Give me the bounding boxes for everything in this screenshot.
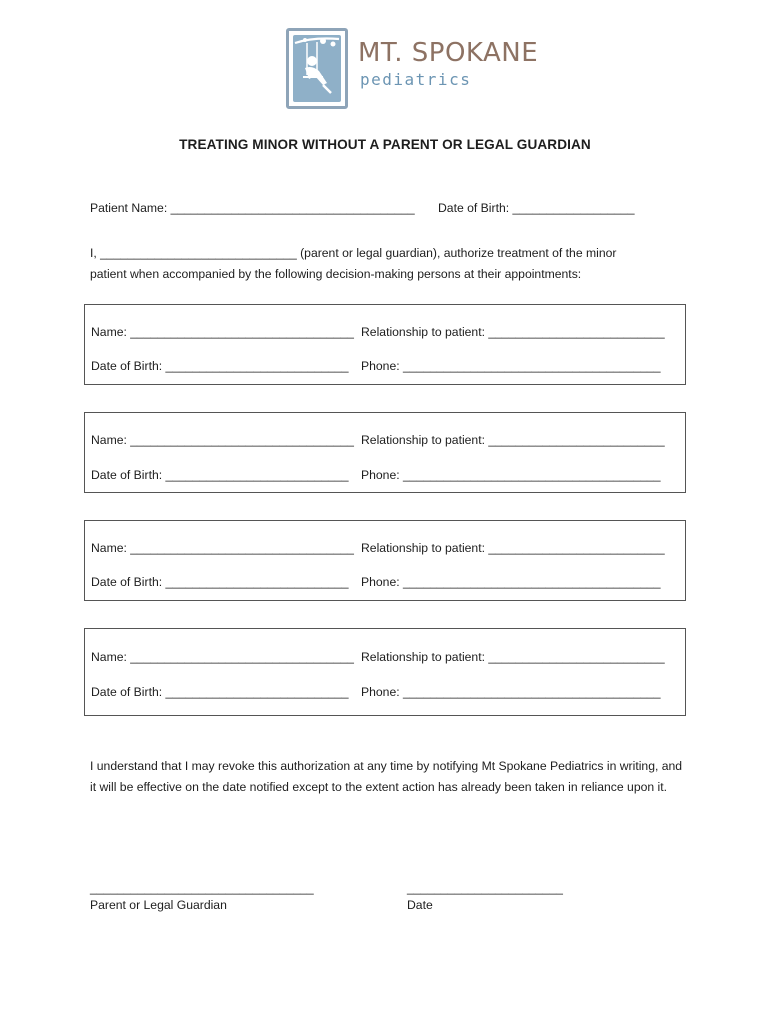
swing-child-icon <box>293 35 343 104</box>
date-signature-line[interactable]: _______________________ <box>407 881 563 895</box>
logo-name: MT. SPOKANE <box>358 38 539 68</box>
authorization-line-2: patient when accompanied by the following decision-making persons at their appointments: <box>90 267 582 281</box>
patient-dob-field[interactable]: Date of Birth: __________________ <box>438 201 635 215</box>
decision-maker-box-3 <box>84 520 686 601</box>
patient-name-field[interactable]: Patient Name: ____________________________________ <box>90 201 415 215</box>
date-signature-label: Date <box>407 898 433 912</box>
guardian-signature-line[interactable]: _________________________________ <box>90 881 314 895</box>
person-name-field[interactable]: Name: _________________________________ <box>91 433 354 447</box>
logo-emblem <box>286 28 348 109</box>
person-dob-field[interactable]: Date of Birth: ___________________________ <box>91 359 349 373</box>
person-dob-field[interactable]: Date of Birth: ___________________________ <box>91 575 349 589</box>
person-phone-field[interactable]: Phone: ______________________________________ <box>361 468 661 482</box>
person-name-field[interactable]: Name: _________________________________ <box>91 325 354 339</box>
person-phone-field[interactable]: Phone: ______________________________________ <box>361 575 661 589</box>
decision-maker-box-2 <box>84 412 686 493</box>
authorization-line-1[interactable]: I, _____________________________ (parent or legal guardian), authorize treatment of the minor <box>90 246 617 260</box>
person-dob-field[interactable]: Date of Birth: ___________________________ <box>91 468 349 482</box>
form-title: TREATING MINOR WITHOUT A PARENT OR LEGAL GUARDIAN <box>179 137 591 152</box>
person-dob-field[interactable]: Date of Birth: ___________________________ <box>91 685 349 699</box>
person-phone-field[interactable]: Phone: ______________________________________ <box>361 685 661 699</box>
person-relationship-field[interactable]: Relationship to patient: __________________________ <box>361 650 665 664</box>
logo-subtitle: pediatrics <box>360 70 472 89</box>
guardian-signature-label: Parent or Legal Guardian <box>90 898 227 912</box>
decision-maker-box-4 <box>84 628 686 716</box>
person-name-field[interactable]: Name: _________________________________ <box>91 541 354 555</box>
person-phone-field[interactable]: Phone: ______________________________________ <box>361 359 661 373</box>
person-name-field[interactable]: Name: _________________________________ <box>91 650 354 664</box>
person-relationship-field[interactable]: Relationship to patient: __________________________ <box>361 433 665 447</box>
person-relationship-field[interactable]: Relationship to patient: __________________________ <box>361 541 665 555</box>
revocation-statement: I understand that I may revoke this authorization at any time by notifying Mt Spokane Pediatrics in writing, and it will be effective on the date notified except to the extent action has already been taken in reliance upon it. <box>90 759 683 794</box>
decision-maker-box-1 <box>84 304 686 385</box>
person-relationship-field[interactable]: Relationship to patient: __________________________ <box>361 325 665 339</box>
